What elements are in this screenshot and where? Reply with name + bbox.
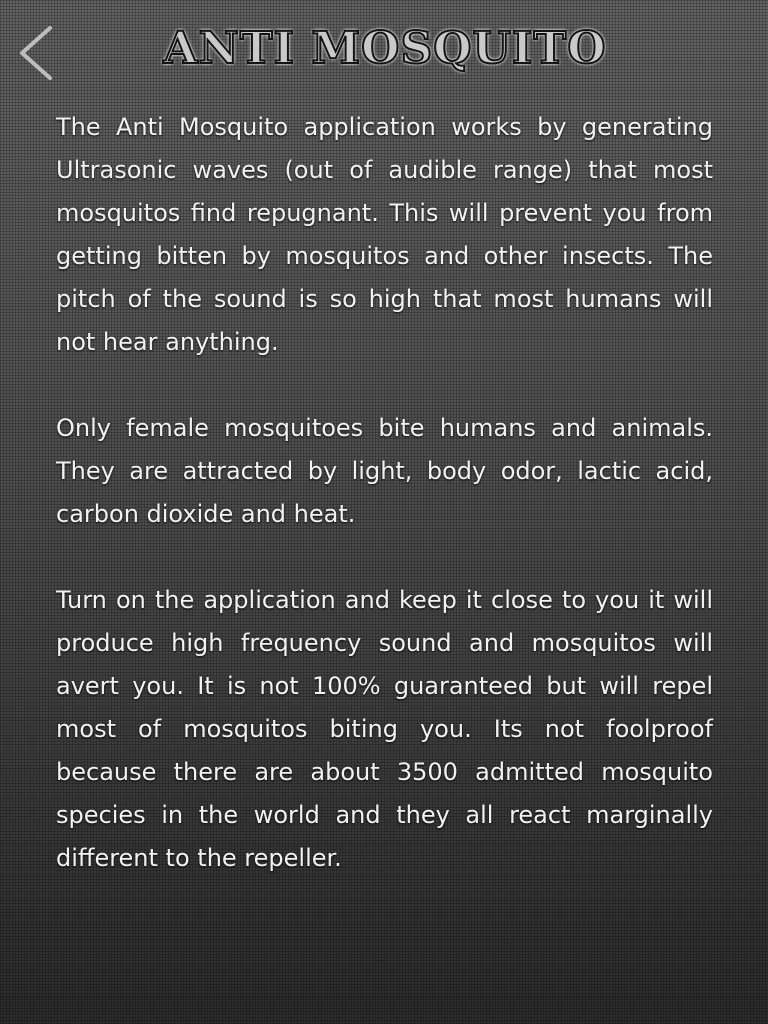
chevron-left-icon (14, 22, 58, 84)
description-text (56, 106, 713, 923)
paragraph-how-it-works: The Anti Mosquito application works by generating Ultrasonic waves (out of audible range) that most mosquitos find repugnant. This will prevent you from getting bitten by mosquitos and other insects. The pitch of the sound is so high that most humans will not hear anything. (56, 113, 713, 356)
header-bar (0, 0, 768, 100)
paragraph-female-mosquitoes: Only female mosquitoes bite humans and animals. They are attracted by light, body odor, lactic acid, carbon dioxide and heat. (56, 414, 713, 528)
paragraph-usage: Turn on the application and keep it close to you it will produce high frequency sound and mosquitos will avert you. It is not 100% guaranteed but will repel most of mosquitos biting you. Its not foolproof because there are about 3500 admitted mosquito species in the world and they all react marginally different to the repeller. (56, 586, 713, 872)
page-title: ANTI MOSQUITO (163, 23, 607, 74)
back-button[interactable] (14, 22, 58, 84)
